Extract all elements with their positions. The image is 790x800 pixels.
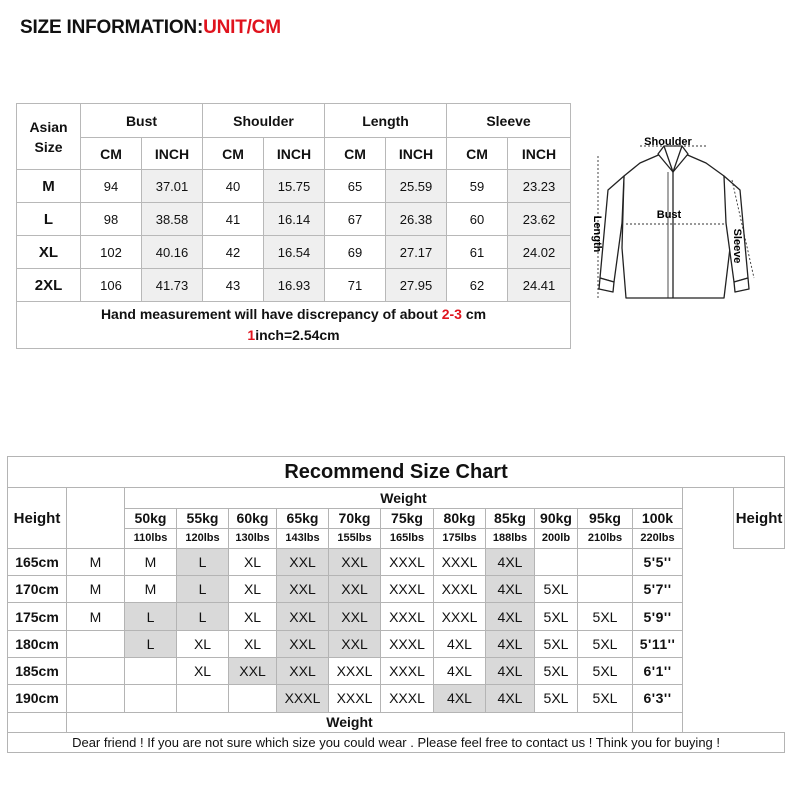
recommended-size-cell: [578, 548, 633, 575]
recommended-size-cell: [229, 685, 277, 712]
note-inch-text: inch=2.54: [255, 327, 320, 343]
size-value: 26.38: [386, 203, 447, 236]
unit-header: CM: [325, 138, 386, 170]
recommended-size-cell: XXL: [329, 576, 381, 603]
asian-size-line2: Size: [34, 138, 63, 155]
recommended-size-cell: 5XL: [578, 685, 633, 712]
recommend-row: [8, 548, 785, 575]
recommended-size-cell: [67, 630, 125, 657]
height-label-left: Height: [8, 488, 67, 549]
recommended-size-cell: XXXL: [381, 630, 434, 657]
size-value: 40: [203, 170, 264, 203]
recommended-size-cell: XXL: [329, 603, 381, 630]
bottom-left-blank: [8, 712, 67, 732]
weight-label-bottom: Weight: [67, 712, 633, 732]
height-cm: 190cm: [8, 685, 67, 712]
size-value: 23.23: [508, 170, 571, 203]
recommended-size-cell: [125, 685, 177, 712]
size-label: 2XL: [17, 269, 81, 302]
shirt-outline: [599, 146, 749, 298]
bottom-right-blank: [633, 712, 683, 732]
recommended-size-cell: M: [67, 548, 125, 575]
size-row: [17, 236, 571, 269]
recommended-size-cell: XXL: [277, 603, 329, 630]
weight-lbs-cell: 130lbs: [229, 528, 277, 548]
recommended-size-cell: 5XL: [578, 630, 633, 657]
weight-lbs-cell: 220lbs: [633, 528, 683, 548]
size-table-group-row: [17, 104, 571, 138]
weight-kg-cell: 55kg: [177, 508, 229, 528]
recommend-row: [8, 657, 785, 684]
recommend-row: [8, 685, 785, 712]
group-header-bust: Bust: [81, 104, 203, 138]
height-cm: 180cm: [8, 630, 67, 657]
group-header-shoulder: Shoulder: [203, 104, 325, 138]
weight-kg-cell: 100k: [633, 508, 683, 528]
recommended-size-cell: XXXL: [381, 603, 434, 630]
size-value: 24.02: [508, 236, 571, 269]
recommended-size-cell: M: [125, 576, 177, 603]
page-header: [20, 17, 281, 39]
recommended-size-cell: XL: [177, 657, 229, 684]
weight-label-top: Weight: [125, 488, 683, 508]
size-value: 41: [203, 203, 264, 236]
recommended-size-cell: 4XL: [434, 657, 486, 684]
recommended-size-cell: [535, 548, 578, 575]
recommended-size-cell: 4XL: [486, 603, 535, 630]
recommend-size-table: [7, 456, 785, 753]
label-length: Length: [591, 215, 603, 253]
recommended-size-cell: XXXL: [381, 657, 434, 684]
height-cm: 165cm: [8, 548, 67, 575]
recommended-size-cell: M: [67, 603, 125, 630]
recommended-size-cell: 5XL: [578, 603, 633, 630]
height-ft: 5'7'': [633, 576, 683, 603]
size-value: 43: [203, 269, 264, 302]
size-table-unit-row: [17, 138, 571, 170]
weight-label-bottom-row: [8, 712, 785, 732]
recommended-size-cell: XXL: [277, 576, 329, 603]
recommended-size-cell: 4XL: [434, 630, 486, 657]
height-corner-blank: [67, 488, 125, 549]
footer-row: [8, 732, 785, 752]
recommend-row: [8, 603, 785, 630]
size-label: M: [17, 170, 81, 203]
height-ft: 5'5'': [633, 548, 683, 575]
recommended-size-cell: XXL: [277, 657, 329, 684]
size-value: 15.75: [264, 170, 325, 203]
note-discrepancy-text: Hand measurement will have discrepancy of about: [100, 306, 442, 322]
height-ft: 5'11'': [633, 630, 683, 657]
recommended-size-cell: XXXL: [434, 548, 486, 575]
header-unit: UNIT/CM: [203, 17, 281, 38]
recommended-size-cell: L: [177, 548, 229, 575]
unit-header: CM: [81, 138, 142, 170]
weight-lbs-cell: 155lbs: [329, 528, 381, 548]
size-value: 42: [203, 236, 264, 269]
recommended-size-cell: XXXL: [381, 576, 434, 603]
recommended-size-cell: 4XL: [434, 685, 486, 712]
height-label-right: Height: [734, 488, 785, 549]
unit-header: CM: [203, 138, 264, 170]
unit-header: INCH: [264, 138, 325, 170]
weight-lbs-cell: 200lb: [535, 528, 578, 548]
size-value: 40.16: [142, 236, 203, 269]
size-value: 16.54: [264, 236, 325, 269]
height-ft: 6'3'': [633, 685, 683, 712]
size-value: 60: [447, 203, 508, 236]
size-note: [17, 302, 571, 349]
recommended-size-cell: XXL: [229, 657, 277, 684]
recommended-size-cell: XXXL: [434, 576, 486, 603]
unit-header: INCH: [386, 138, 447, 170]
size-row: [17, 170, 571, 203]
weight-kg-cell: 60kg: [229, 508, 277, 528]
recommended-size-cell: [125, 657, 177, 684]
height-ft: 5'9'': [633, 603, 683, 630]
weight-label-row: [8, 488, 785, 508]
shirt-measurement-figure: [578, 128, 768, 328]
recommended-size-cell: XXXL: [277, 685, 329, 712]
recommended-size-cell: L: [125, 630, 177, 657]
recommended-size-cell: 4XL: [486, 657, 535, 684]
size-value: 37.01: [142, 170, 203, 203]
recommended-size-cell: XXL: [277, 630, 329, 657]
size-value: 38.58: [142, 203, 203, 236]
size-value: 23.62: [508, 203, 571, 236]
weight-kg-cell: 70kg: [329, 508, 381, 528]
size-note-row: [17, 302, 571, 349]
recommended-size-cell: 4XL: [486, 548, 535, 575]
size-row: [17, 203, 571, 236]
size-value: 71: [325, 269, 386, 302]
weight-lbs-row: [8, 528, 785, 548]
label-bust: Bust: [656, 209, 682, 221]
recommended-size-cell: XXXL: [329, 657, 381, 684]
recommended-size-cell: XXXL: [329, 685, 381, 712]
size-value: 16.93: [264, 269, 325, 302]
size-value: 69: [325, 236, 386, 269]
size-value: 94: [81, 170, 142, 203]
recommended-size-cell: 5XL: [535, 630, 578, 657]
weight-lbs-cell: 143lbs: [277, 528, 329, 548]
weight-lbs-cell: 175lbs: [434, 528, 486, 548]
unit-header: CM: [447, 138, 508, 170]
header-title: SIZE INFORMATION:: [20, 17, 204, 38]
label-shoulder: Shoulder: [644, 136, 692, 148]
recommend-row: [8, 630, 785, 657]
asian-size-header: [17, 104, 81, 170]
recommend-title-row: [8, 457, 785, 488]
recommend-row: [8, 576, 785, 603]
footer-note: Dear friend ! If you are not sure which size you could wear . Please feel free to contact us ! Think you for buying !: [8, 732, 785, 752]
recommended-size-cell: 4XL: [486, 685, 535, 712]
size-value: 106: [81, 269, 142, 302]
recommended-size-cell: 4XL: [486, 576, 535, 603]
recommended-size-cell: XXXL: [381, 685, 434, 712]
recommended-size-cell: 5XL: [535, 685, 578, 712]
note-discrepancy-unit: cm: [461, 306, 487, 322]
size-value: 16.14: [264, 203, 325, 236]
group-header-sleeve: Sleeve: [447, 104, 571, 138]
weight-lbs-cell: 110lbs: [125, 528, 177, 548]
recommended-size-cell: 5XL: [535, 603, 578, 630]
note-discrepancy-value: 2-3: [441, 306, 462, 322]
recommended-size-cell: M: [67, 576, 125, 603]
size-table: [16, 103, 571, 349]
note-inch-value: 1: [247, 327, 256, 343]
size-value: 65: [325, 170, 386, 203]
recommended-size-cell: 4XL: [486, 630, 535, 657]
weight-kg-cell: 50kg: [125, 508, 177, 528]
size-table-body: [17, 170, 571, 302]
recommended-size-cell: XL: [229, 603, 277, 630]
recommended-size-cell: L: [177, 603, 229, 630]
weight-lbs-cell: 120lbs: [177, 528, 229, 548]
size-value: 61: [447, 236, 508, 269]
recommended-size-cell: XL: [229, 630, 277, 657]
weight-kg-cell: 90kg: [535, 508, 578, 528]
weight-kg-cell: 95kg: [578, 508, 633, 528]
recommended-size-cell: [67, 657, 125, 684]
weight-lbs-cell: 188lbs: [486, 528, 535, 548]
recommend-title: Recommend Size Chart: [8, 457, 785, 488]
weight-kg-cell: 80kg: [434, 508, 486, 528]
recommended-size-cell: XL: [229, 548, 277, 575]
label-sleeve: Sleeve: [731, 228, 743, 264]
size-value: 59: [447, 170, 508, 203]
recommended-size-cell: M: [125, 548, 177, 575]
weight-kg-cell: 85kg: [486, 508, 535, 528]
size-value: 62: [447, 269, 508, 302]
weight-kg-row: [8, 508, 785, 528]
size-label: XL: [17, 236, 81, 269]
size-value: 27.95: [386, 269, 447, 302]
recommended-size-cell: L: [177, 576, 229, 603]
height-cm: 170cm: [8, 576, 67, 603]
asian-size-line1: Asian: [29, 118, 68, 135]
size-value: 25.59: [386, 170, 447, 203]
height-cm: 185cm: [8, 657, 67, 684]
recommended-size-cell: 5XL: [535, 576, 578, 603]
unit-header: INCH: [142, 138, 203, 170]
recommended-size-cell: [578, 576, 633, 603]
recommended-size-cell: L: [125, 603, 177, 630]
recommended-size-cell: 5XL: [578, 657, 633, 684]
weight-kg-cell: 65kg: [277, 508, 329, 528]
recommended-size-cell: [177, 685, 229, 712]
size-value: 67: [325, 203, 386, 236]
recommended-size-cell: [67, 685, 125, 712]
size-value: 27.17: [386, 236, 447, 269]
note-inch-unit: cm: [319, 327, 340, 343]
size-label: L: [17, 203, 81, 236]
recommend-table-body: [8, 548, 785, 712]
size-value: 98: [81, 203, 142, 236]
size-value: 102: [81, 236, 142, 269]
weight-lbs-cell: 210lbs: [578, 528, 633, 548]
recommended-size-cell: XL: [177, 630, 229, 657]
group-header-length: Length: [325, 104, 447, 138]
recommended-size-cell: XXXL: [381, 548, 434, 575]
height-ft: 6'1'': [633, 657, 683, 684]
recommended-size-cell: XXL: [277, 548, 329, 575]
recommended-size-cell: XXXL: [434, 603, 486, 630]
recommended-size-cell: XXL: [329, 548, 381, 575]
unit-header: INCH: [508, 138, 571, 170]
weight-kg-cell: 75kg: [381, 508, 434, 528]
feet-corner-blank: [683, 488, 734, 549]
weight-lbs-cell: 165lbs: [381, 528, 434, 548]
recommended-size-cell: XL: [229, 576, 277, 603]
size-value: 41.73: [142, 269, 203, 302]
size-value: 24.41: [508, 269, 571, 302]
recommended-size-cell: XXL: [329, 630, 381, 657]
height-cm: 175cm: [8, 603, 67, 630]
size-row: [17, 269, 571, 302]
recommended-size-cell: 5XL: [535, 657, 578, 684]
